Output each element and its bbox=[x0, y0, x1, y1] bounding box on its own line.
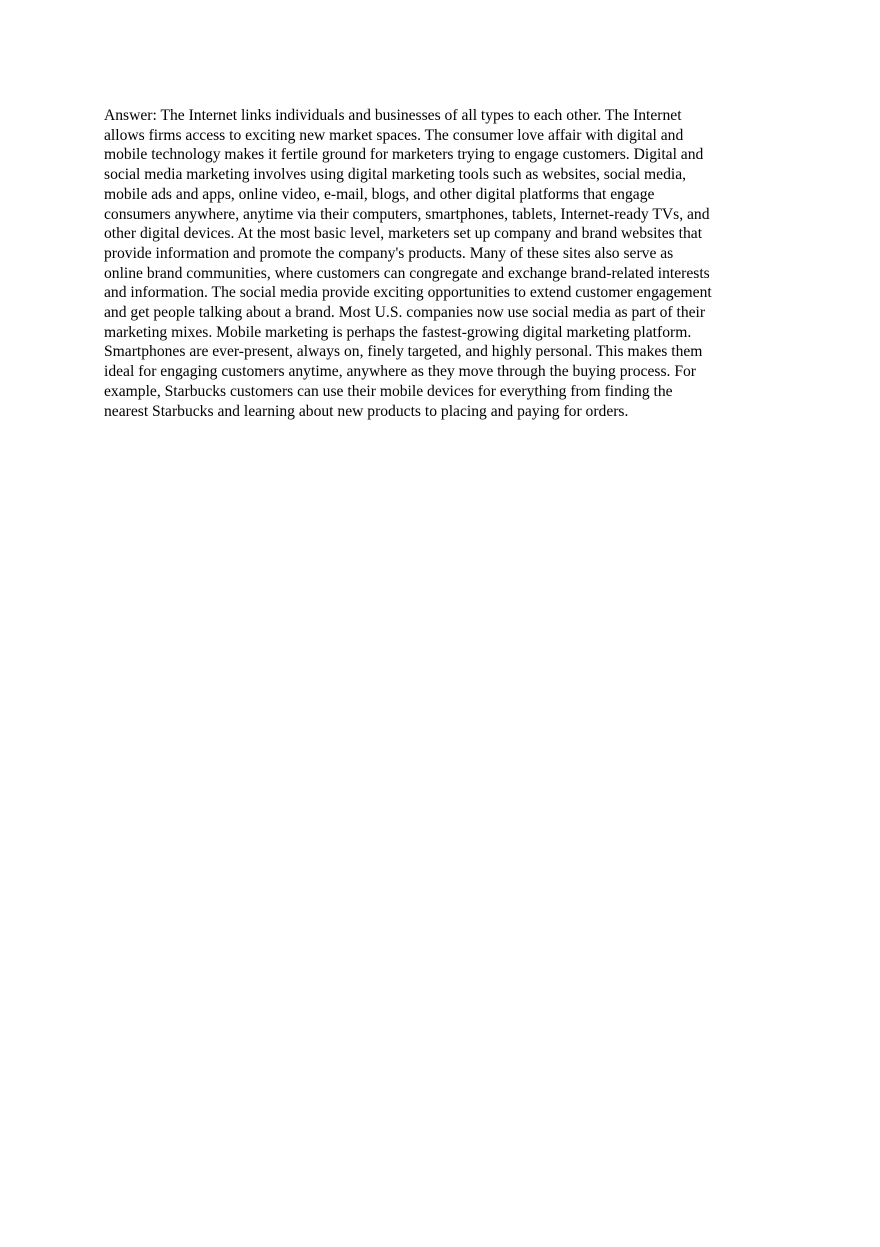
answer-line: online brand communities, where customers can congregate and exchange brand-related interests bbox=[104, 264, 710, 282]
answer-line: ideal for engaging customers anytime, anywhere as they move through the buying process. For bbox=[104, 363, 696, 381]
answer-line: Smartphones are ever-present, always on, finely targeted, and highly personal. This makes them bbox=[104, 343, 703, 361]
answer-line: example, Starbucks customers can use their mobile devices for everything from finding the bbox=[104, 382, 673, 400]
answer-line: other digital devices. At the most basic level, marketers set up company and brand websites that bbox=[104, 225, 703, 243]
answer-line: Answer: The Internet links individuals and businesses of all types to each other. The Internet bbox=[104, 107, 682, 124]
answer-line: allows firms access to exciting new market spaces. The consumer love affair with digital and bbox=[104, 126, 684, 144]
answer-line: mobile technology makes it fertile ground for marketers trying to engage customers. Digital and bbox=[104, 146, 704, 164]
answer-line: marketing mixes. Mobile marketing is perhaps the fastest-growing digital marketing platform. bbox=[104, 323, 692, 341]
answer-paragraph bbox=[104, 106, 794, 421]
answer-line: mobile ads and apps, online video, e-mail, blogs, and other digital platforms that engage bbox=[104, 185, 655, 203]
answer-line: social media marketing involves using digital marketing tools such as websites, social media, bbox=[104, 166, 687, 184]
answer-line: and get people talking about a brand. Most U.S. companies now use social media as part of their bbox=[104, 304, 706, 322]
answer-line: consumers anywhere, anytime via their computers, smartphones, tablets, Internet-ready TVs, and bbox=[104, 205, 710, 223]
answer-line: provide information and promote the company's products. Many of these sites also serve as bbox=[104, 244, 674, 262]
answer-line: nearest Starbucks and learning about new products to placing and paying for orders. bbox=[104, 402, 629, 420]
answer-line: and information. The social media provide exciting opportunities to extend customer engagement bbox=[104, 284, 712, 302]
